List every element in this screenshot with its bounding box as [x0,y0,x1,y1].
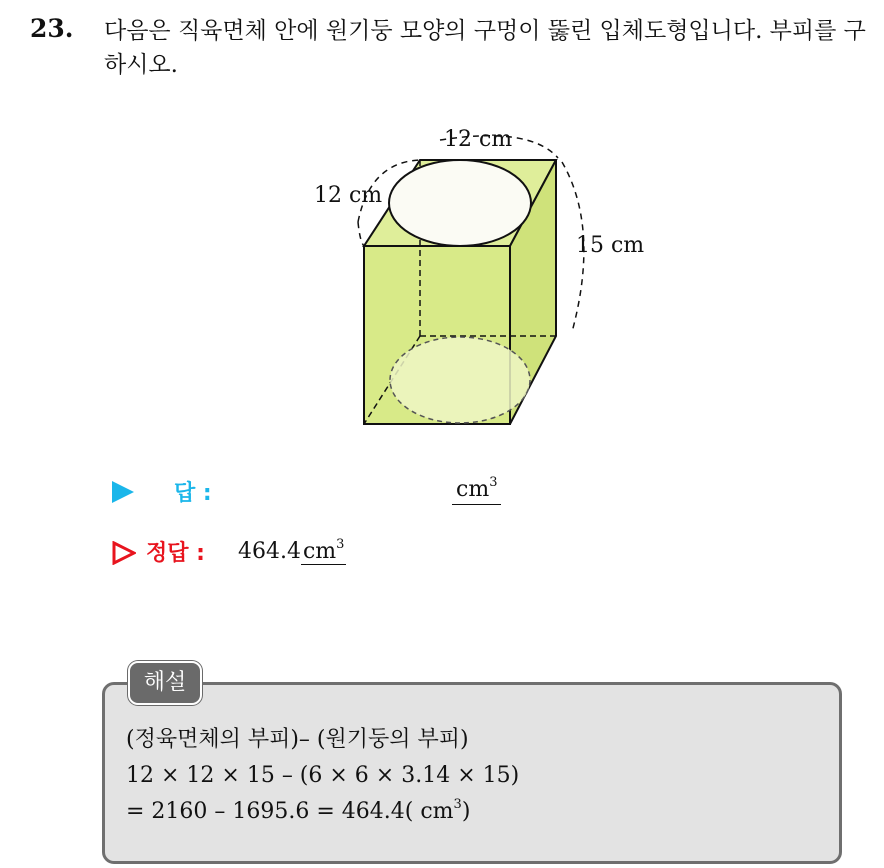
answer-row [112,476,632,508]
question-text: 다음은 직육면체 안에 원기둥 모양의 구멍이 뚫린 입체도형입니다. 부피를 구하시오. [104,18,866,78]
explanation-text [126,722,519,830]
play-arrow-icon [112,481,134,503]
top-hole-ellipse [389,160,531,246]
label-right: 15 cm [576,233,645,258]
solid-figure [300,118,680,438]
explanation-tag: 해설 [128,661,202,705]
label-left: 12 cm [314,183,383,208]
answer-unit[interactable]: $cm^3$ [452,476,501,505]
explanation-line-1: (정육면체의 부피)– (원기둥의 부피) [126,727,469,752]
outline-triangle-icon [112,541,136,565]
explanation-line-3: = 2160 – 1695.6 = 464.4( $cm^3$) [126,797,471,824]
correct-value: $464.4cm^3$ [238,537,345,564]
correct-answer-row [112,536,632,568]
answer-label: 답 : [174,481,212,506]
label-top: 12 cm [444,127,513,152]
question-number: 23. [30,14,74,43]
explanation-line-2: 12 × 12 × 15 – (6 × 6 × 3.14 × 15) [126,763,520,788]
bottom-hole-ellipse [390,337,530,423]
correct-label: 정답 : [146,541,205,566]
